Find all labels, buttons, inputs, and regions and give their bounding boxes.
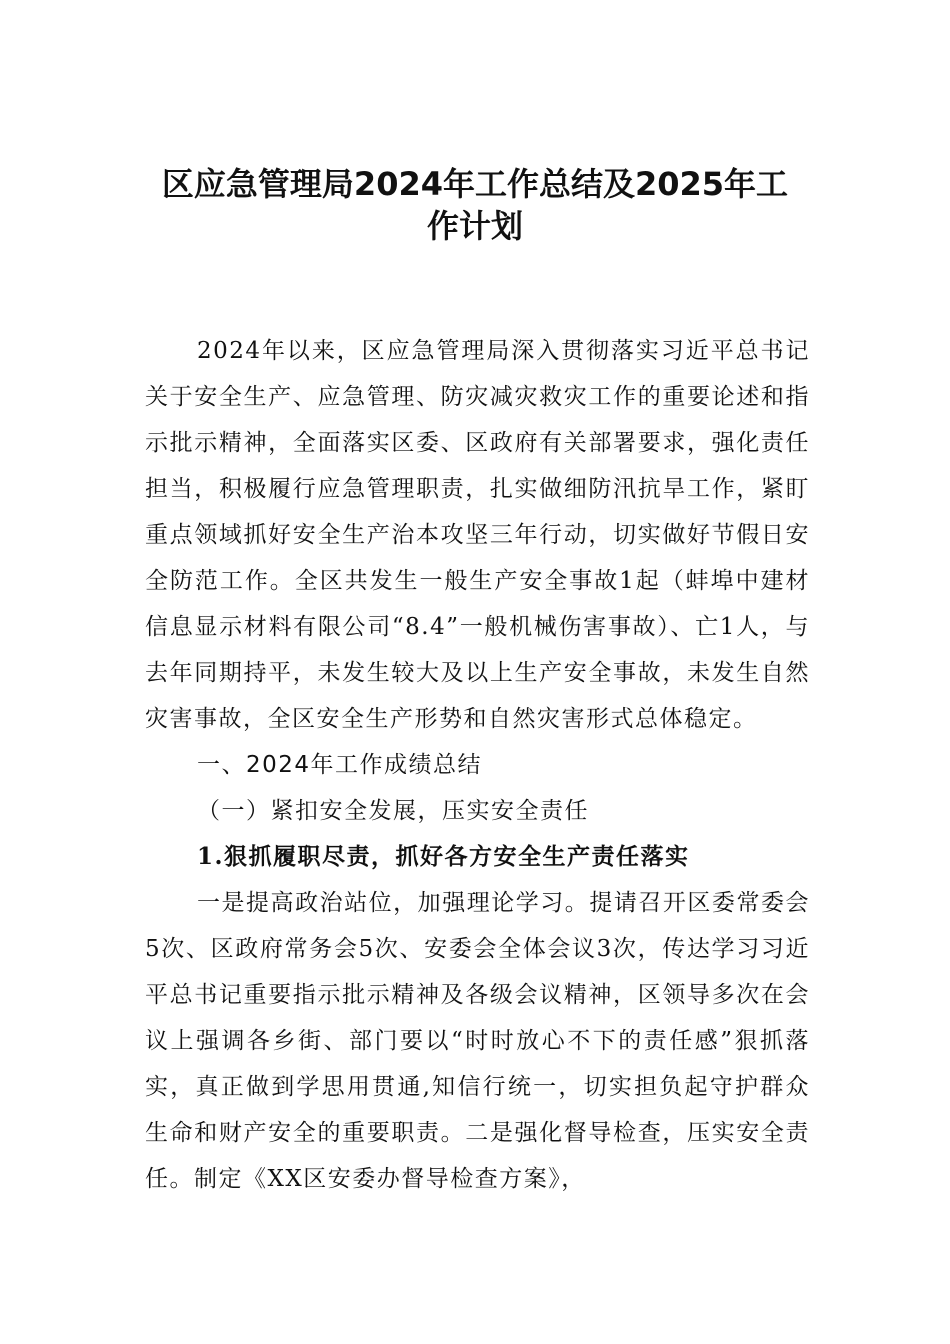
intro-paragraph: 2024年以来，区应急管理局深入贯彻落实习近平总书记关于安全生产、应急管理、防灾减灾救灾工作的重要论述和指示批示精神，全面落实区委、区政府有关部署要求，强化责任担当，积极履行应急管理职责，扎实做细防汛抗旱工作，紧盯重点领域抓好安全生产治本攻坚三年行动，切实做好节假日安全防范工作。全区共发生一般生产安全事故1起（蚌埠中建材信息显示材料有限公司“8.4”一般机械伤害事故）、亡1人，与去年同期持平，未发生较大及以上生产安全事故，未发生自然灾害事故，全区安全生产形势和自然灾害形式总体稳定。 [145,338,810,732]
item-body-paragraph: 一是提高政治站位，加强理论学习。提请召开区委常委会5次、区政府常务会5次、安委会全体会议3次，传达学习习近平总书记重要指示批示精神及各级会议精神，区领导多次在会议上强调各乡街、部门要以“时时放心不下的责任感”狠抓落实，真正做到学思用贯通,知信行统一，切实担负起守护群众生命和财产安全的重要职责。二是强化督导检查，压实安全责任。制定《XX区安委办督导检查方案》， [145,890,810,1192]
document-title-line-1: 区应急管理局2024年工作总结及2025年工 [161,165,789,203]
subsection-heading: （一）紧扣安全发展，压实安全责任 [197,798,589,824]
item-heading: 1.狠抓履职尽责，抓好各方安全生产责任落实 [197,843,690,870]
document-body [145,328,810,1202]
document-title-line-2: 作计划 [426,207,523,245]
section-heading: 一、2024年工作成绩总结 [197,752,483,778]
